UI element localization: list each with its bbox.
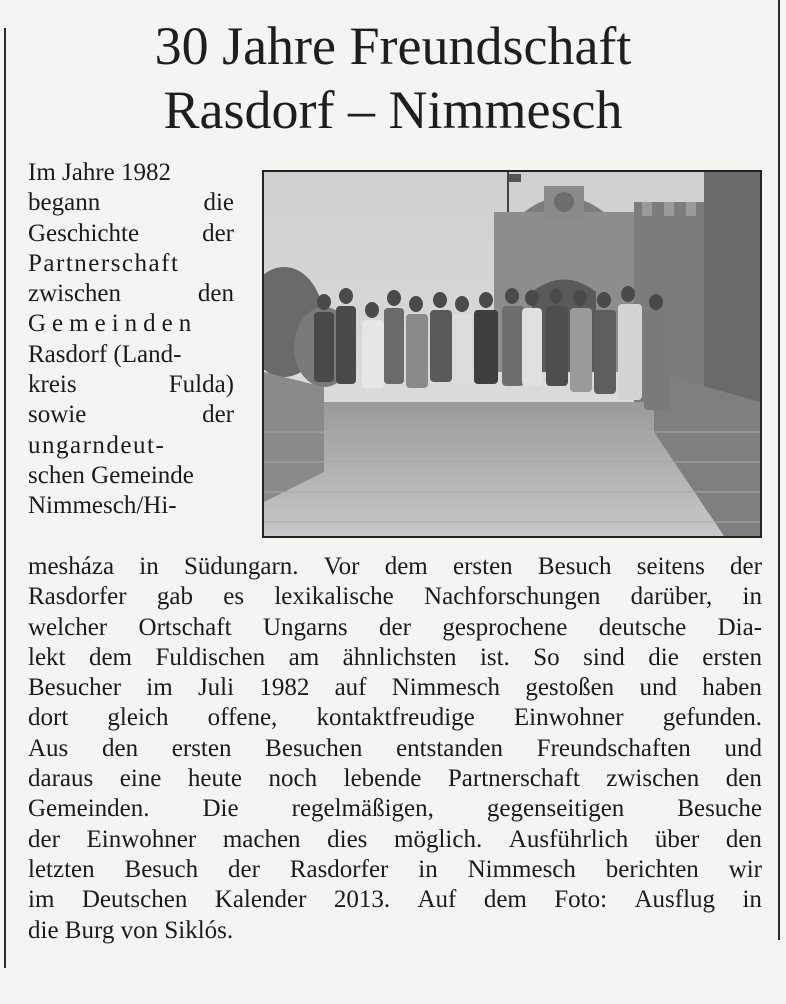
article-body-text: [28, 552, 762, 946]
text-line: begann die: [28, 189, 234, 217]
text-line: mesháza in Südungarn. Vor dem ersten Besuch seitens der: [28, 553, 762, 580]
column-rule-left: [4, 28, 6, 968]
text-line: Rasdorf (Land-: [28, 340, 182, 368]
text-line: im Deutschen Kalender 2013. Auf dem Foto: Ausflug in: [28, 886, 762, 914]
text-line: Besucher im Juli 1982 auf Nimmesch gestoßen und haben: [28, 674, 762, 702]
headline-line-1: 30 Jahre Freundschaft: [154, 16, 632, 76]
text-line: ungarndeut-: [28, 431, 166, 459]
text-line: welcher Ortschaft Ungarns der gesprochene deutsche Dia-: [28, 613, 762, 641]
column-rule-right: [778, 0, 780, 940]
headline-line-2: Rasdorf – Nimmesch: [163, 80, 623, 140]
text-line: Aus den ersten Besuchen entstanden Freundschaften und: [28, 734, 762, 762]
text-line: Geschichte der: [28, 219, 234, 247]
text-line: sowie der: [28, 401, 234, 429]
text-line: Gemeinden: [28, 310, 198, 338]
article-headline: [20, 14, 766, 142]
text-line: kreis Fulda): [28, 371, 234, 399]
group-photo: [262, 170, 762, 538]
text-line: lekt dem Fuldischen am ähnlichsten ist. So sind die ersten: [28, 643, 762, 671]
text-line: Nimmesch/Hi-: [28, 492, 177, 520]
text-line: Gemeinden. Die regelmäßigen, gegenseitigen Besuche: [28, 795, 762, 823]
text-line: Rasdorfer gab es lexikalische Nachforschungen darüber, in: [28, 583, 762, 611]
text-line: zwischen den: [28, 280, 234, 308]
text-line: dort gleich offene, kontaktfreudige Einwohner gefunden.: [28, 704, 762, 732]
text-line: letzten Besuch der Rasdorfer in Nimmesch berichten wir: [28, 855, 762, 883]
text-line: schen Gemeinde: [28, 461, 194, 489]
narrow-column-text: [28, 158, 234, 522]
text-line: Im Jahre 1982: [28, 159, 172, 186]
text-line: daraus eine heute noch lebende Partnerschaft zwischen den: [28, 765, 762, 793]
castle-group-photo-illustration: [264, 172, 760, 536]
text-line: der Einwohner machen dies möglich. Ausführlich über den: [28, 825, 762, 853]
text-line: die Burg von Siklós.: [28, 916, 234, 944]
text-line: Partnerschaft: [28, 249, 180, 277]
